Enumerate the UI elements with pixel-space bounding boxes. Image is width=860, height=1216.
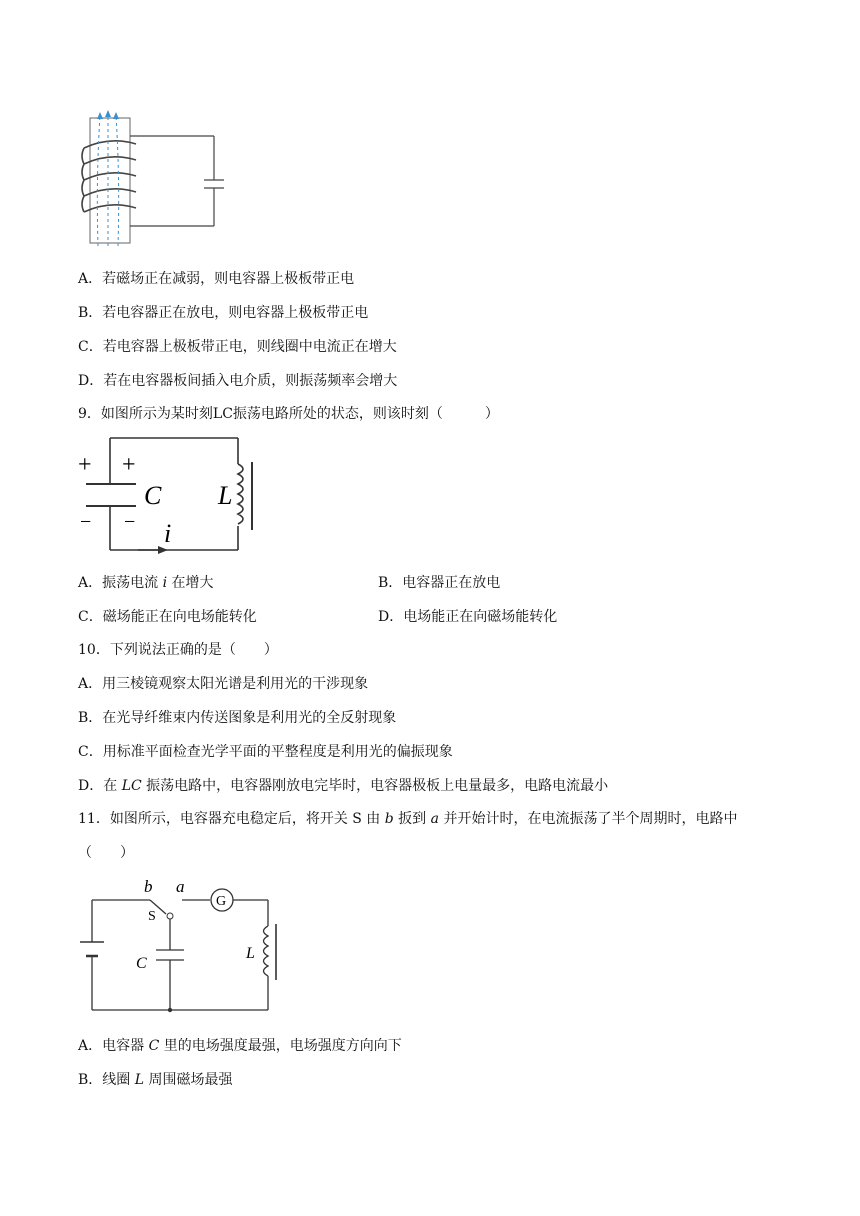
q11-stem-2: 扳到 <box>393 811 431 827</box>
q10-option-b: B．在光导纤维束内传送图象是利用光的全反射现象 <box>78 710 397 726</box>
q8-option-c: C．若电容器上极板带正电，则线圈中电流正在增大 <box>78 339 397 355</box>
q9-a-post: 在增大 <box>167 575 214 591</box>
q10-stem: 10．下列说法正确的是（ ） <box>78 642 278 658</box>
q11-stem <box>78 809 737 829</box>
q11-stem-1: 11．如图所示，电容器充电稳定后，将开关 S 由 <box>78 811 385 827</box>
q10-option-a: A．用三棱镜观察太阳光谱是利用光的干涉现象 <box>78 676 369 692</box>
q8-option-a: A．若磁场正在减弱，则电容器上极板带正电 <box>78 271 355 287</box>
q11-option-a <box>78 1036 402 1056</box>
q11-a-var: C <box>148 1038 160 1054</box>
q11-stem-line2: （ ） <box>78 845 134 861</box>
q11-stem-3: 并开始计时，在电流振荡了半个周期时，电路中 <box>439 811 738 827</box>
q11-b-var: L <box>134 1072 145 1088</box>
lc-circuit-figure <box>78 436 258 558</box>
switch-b-label: b <box>144 877 153 896</box>
q9-a-pre: A．振荡电流 <box>78 575 163 591</box>
switch-a-label: a <box>176 877 185 896</box>
switch-circuit-figure <box>78 876 278 1016</box>
q10-d-pre: D．在 <box>78 778 122 794</box>
galvanometer-label: G <box>216 894 227 909</box>
capacitor-label: C <box>144 481 162 510</box>
q9-option-a <box>78 573 214 593</box>
q10-option-c: C．用标准平面检查光学平面的平整程度是利用光的偏振现象 <box>78 744 453 760</box>
inductor-label: L <box>218 481 233 510</box>
q10-d-var: LC <box>121 778 142 794</box>
q9-a-var: i <box>162 575 168 591</box>
current-label: i <box>164 519 172 548</box>
switch-s-label: S <box>148 909 156 924</box>
q10-option-d <box>78 776 608 796</box>
q11-stem-b: b <box>384 811 394 827</box>
inductor-l-label: L <box>246 945 255 962</box>
minus-sign-right: − <box>124 511 136 533</box>
plus-sign-left: + <box>78 452 92 478</box>
minus-sign-left: − <box>80 511 92 533</box>
q8-option-b: B．若电容器正在放电，则电容器上极板带正电 <box>78 305 369 321</box>
q9-option-d: D．电场能正在向磁场能转化 <box>378 609 558 625</box>
q11-b-pre: B．线圈 <box>78 1072 135 1088</box>
plus-sign-right: + <box>122 452 136 478</box>
q11-a-post: 里的电场强度最强，电场强度方向向下 <box>159 1038 402 1054</box>
q8-option-d: D．若在电容器板间插入电介质，则振荡频率会增大 <box>78 373 398 389</box>
q9-option-b: B．电容器正在放电 <box>378 575 501 591</box>
capacitor-c-label: C <box>136 955 147 972</box>
coil-capacitor-figure <box>78 108 228 250</box>
q11-a-pre: A．电容器 <box>78 1038 149 1054</box>
q9-option-c: C．磁场能正在向电场能转化 <box>78 609 257 625</box>
q11-b-post: 周围磁场最强 <box>144 1072 233 1088</box>
q11-option-b <box>78 1070 233 1090</box>
q11-stem-a: a <box>430 811 439 827</box>
q9-stem: 9．如图所示为某时刻LC振荡电路所处的状态，则该时刻（ ） <box>78 406 499 422</box>
q10-d-post: 振荡电路中，电容器刚放电完毕时，电容器极板上电量最多，电路电流最小 <box>141 778 609 794</box>
